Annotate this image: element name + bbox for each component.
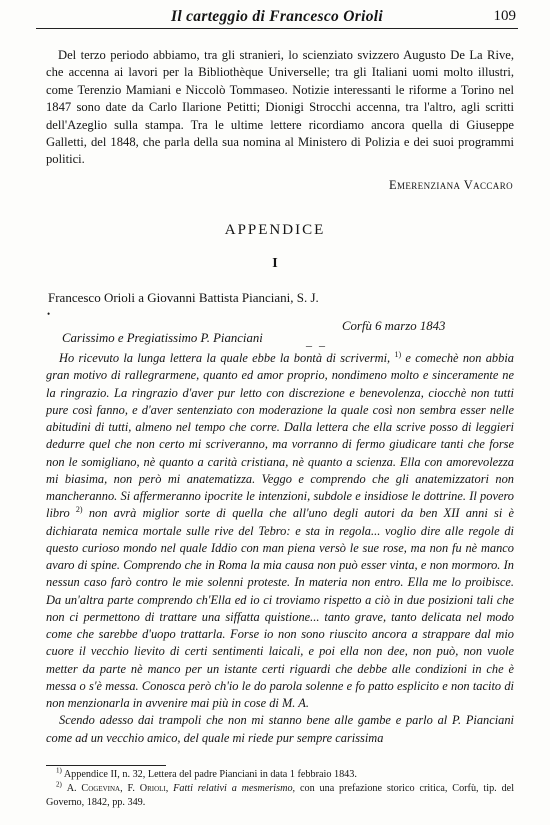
appendix-title: APPENDICE xyxy=(224,222,326,238)
footnote-divider xyxy=(46,765,166,766)
letter-text: non avrà miglior sorte di quella che all'uno degli autori da ben XII anni si è dichiarata nemica mortale sulle rive del Tebro: e sta in regola... voglio dire alle regole di questo curioso mondo nel quale Iddio con man piena versò le sue rose, ma non fu nè manco avaro di spine. Comprendo che in Roma la mia causa non può esser vinta, e non mormoro. In nessun caso farò contro le mie solenni proteste. In materia non entro. Ella me lo proibisce. Da un'altra parte comprendo ch'Ella ed io ci troviamo rispetto a ciò in due posizioni tali che non ci permettono di trattare una siffatta quistione... tanto grave, tanto delicata nel modo come che sarebbe d'uopo trattarla. Forse io non sono riuscito ancora a strappare dal mio cuore il vecchio lievito di certi sentimenti laicali, e poi ella non dee, non può, non vuole metter da parte nè manco per un istante certi riguardi che debbe alle condizioni in che è messa o s'è messa. Conosca però ch'io le do parola solenne e fo patto esplicito e non tacito di non menzionarla in avvenire mai più in cose di M. A. xyxy=(46,506,514,710)
intro-paragraph: Del terzo periodo abbiamo, tra gli stranieri, lo scienziato svizzero Augusto De La Rive, che accenna ai lavori per la Bibliothèque Universelle; tra gli Italiani uomi molto illustri, come Terenzio Mamiani e Niccolò Tommaseo. Notizie interessanti le riforme a Torino nel 1847 sono date da Carlo Ilarione Petitti; Dionigi Strocchi accenna, tra l'altro, agli scritti dell'Azeglio sulla stampa. Tra le ultime lettere ricordiamo ancora quella di Giuseppe Galletti, del 1848, che parla della sua nomina al Ministero di Polizia e dei suoi programmi politici. xyxy=(46,48,514,167)
footnote-ref-2: 2) xyxy=(75,505,83,515)
running-title: Il carteggio di Francesco Orioli xyxy=(171,8,383,25)
footnote-number: 2) xyxy=(56,780,62,789)
letter-text: Scendo adesso dai trampoli che non mi stanno bene alle gambe e parlo al P. Pianciani come ad un vecchio amico, del quale mi riede pur sempre carissima xyxy=(46,713,514,745)
footnote-number: 1) xyxy=(56,766,62,775)
letter-body xyxy=(46,350,514,747)
page-number: 109 xyxy=(493,8,516,24)
margin-bullet: • xyxy=(47,309,51,319)
running-head xyxy=(36,6,518,29)
letter-text: e comechè non abbia gran motivo di rallegrarmene, quanto ed amor proprio, nondimeno molto e sinceramente ne la ringrazio. La ringrazio d'aver pur letto con discrezione e benevolenza, ciocchè non tutti pure così fanno, e d'aver sentenziato con moderazione la quale così non sembra esser nelle abitudini di tutti, almeno nel tempo che corre. Dalla lettera che ella scrive posso di leggieri dedurre quel che non certo mi scriveranno, ma vorranno di fermo giudicare tanti che forse non le somigliano, nè quanto a carità cristiana, nè quanto a scienza. Ella con amorevolezza mi biasima, non però mi anatematizza. Veggo e comprendo che gli anatemizzatori non mancheranno. Si affermeranno ipocrite le intenzioni, subdole e insidiose le dottrine. Il povero libro xyxy=(46,351,514,521)
footnote-text: con una prefazione storico critica, Corfù, tip. del Governo, 1842, pp. 349. xyxy=(46,783,515,809)
footnote-1 xyxy=(46,768,514,782)
letter-text: Ho ricevuto la lunga lettera la quale ebbe la bontà di scrivermi, xyxy=(59,351,391,365)
letter-dateline: Corfù 6 marzo 1843 xyxy=(342,319,446,333)
footnotes xyxy=(46,768,514,811)
appendix-section-number: I xyxy=(272,256,278,271)
footnote-2 xyxy=(46,782,514,810)
letter-salutation: Carissimo e Pregiatissimo P. Pianciani xyxy=(62,331,263,345)
letter-paragraph xyxy=(46,712,514,747)
author-signature: Emerenziana Vaccaro xyxy=(389,178,513,192)
letter-heading: Francesco Orioli a Giovanni Battista Pianciani, S. J. xyxy=(48,290,319,305)
footnote-ref-1: 1) xyxy=(394,349,402,359)
footnote-text: Appendice II, n. 32, Lettera del padre Pianciani in data 1 febbraio 1843. xyxy=(63,769,357,780)
footnote-author: A. Cogevina, F. Orioli, xyxy=(66,783,169,795)
footnote-title: Fatti relativi a mesmerismo, xyxy=(173,783,296,795)
salutation-dashes: _ _ xyxy=(306,334,327,348)
letter-paragraph xyxy=(46,350,514,712)
